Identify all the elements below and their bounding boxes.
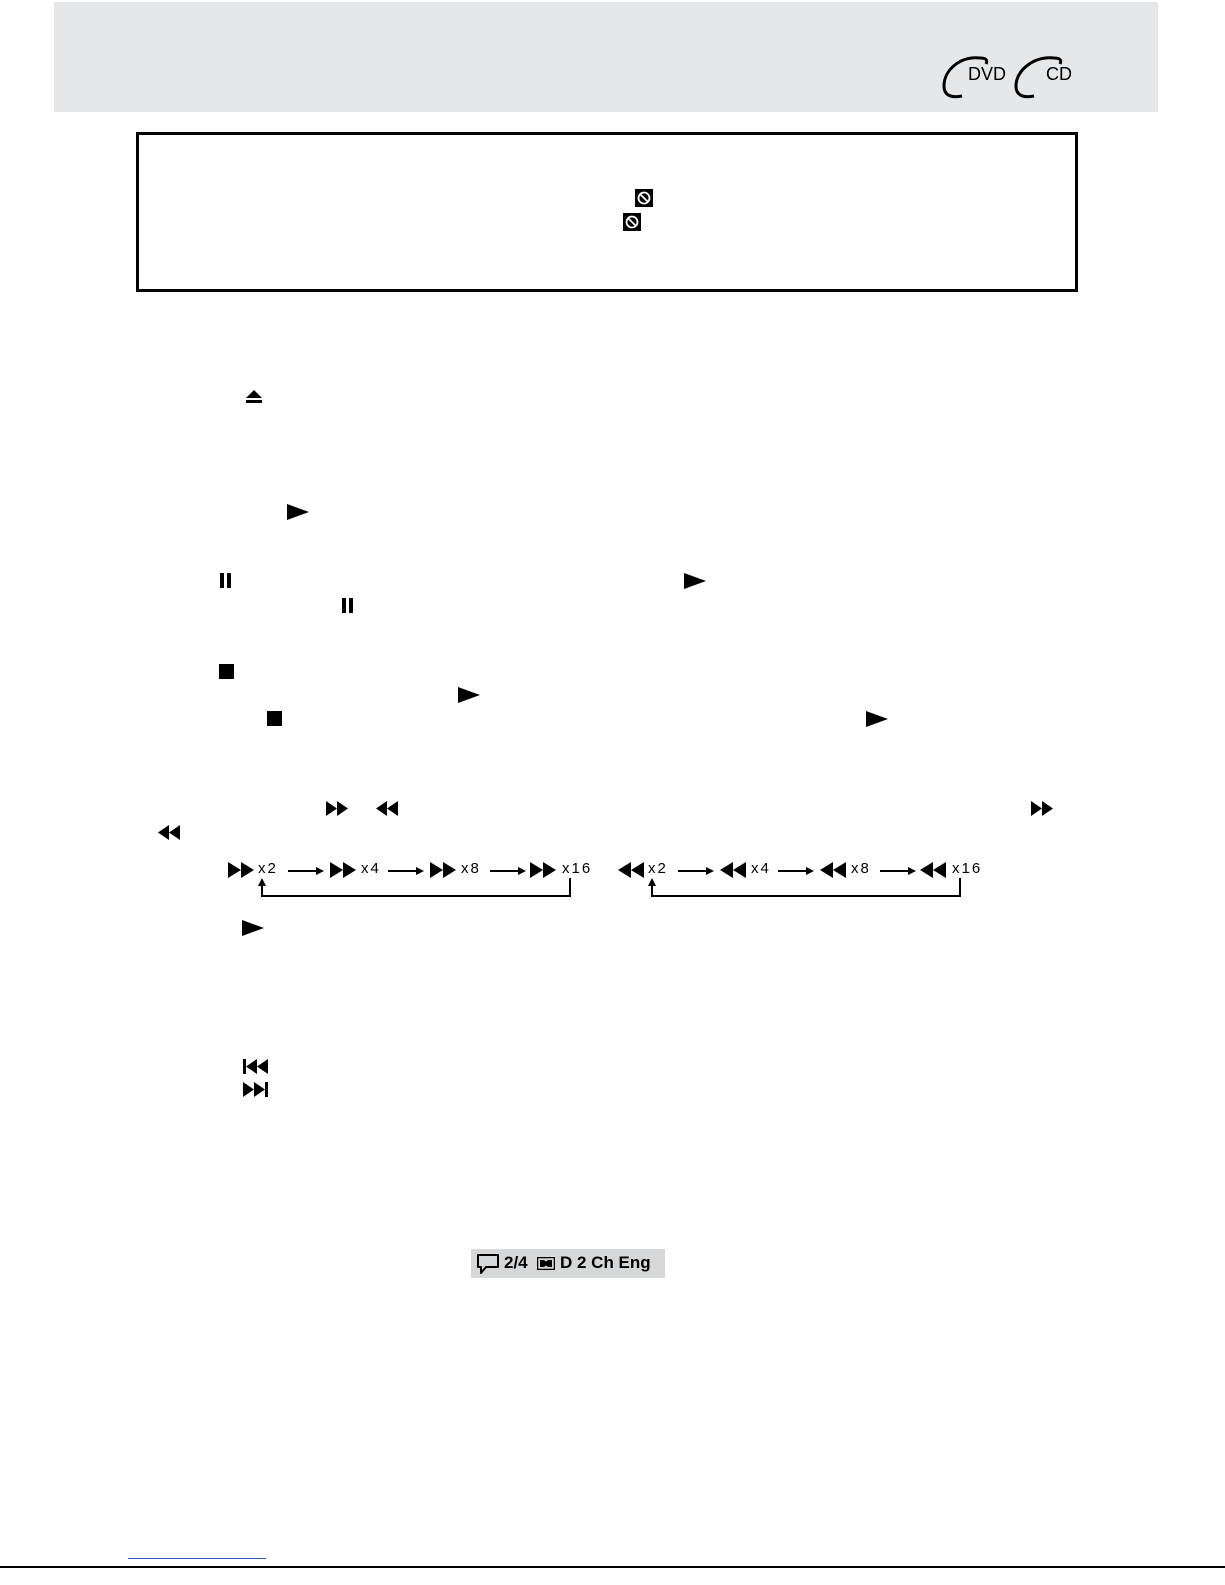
osd-track: 2/4 xyxy=(504,1253,528,1272)
arrow-right-icon xyxy=(490,866,526,876)
arrow-right-icon xyxy=(880,866,916,876)
fast-forward-icon xyxy=(326,801,348,816)
rewind-icon xyxy=(618,862,646,878)
forward-speed-diagram xyxy=(228,858,608,904)
rewind-icon xyxy=(720,862,748,878)
arrow-right-icon xyxy=(778,866,814,876)
skip-next-icon xyxy=(243,1082,269,1097)
play-icon xyxy=(684,573,706,589)
rewind-icon xyxy=(820,862,848,878)
fast-forward-icon xyxy=(228,862,256,878)
play-icon xyxy=(242,920,264,936)
fast-forward-icon xyxy=(530,862,558,878)
pause-icon xyxy=(219,573,233,588)
rewind-icon xyxy=(376,801,398,816)
stop-icon xyxy=(267,711,282,726)
forward-speed-label: x2 xyxy=(258,860,278,877)
reverse-speed-label: x4 xyxy=(751,860,771,877)
notice-box xyxy=(136,132,1078,292)
arrow-right-icon xyxy=(678,866,714,876)
pause-icon xyxy=(341,598,355,613)
loop-back-connector xyxy=(646,878,964,900)
dvd-logo xyxy=(940,52,1012,100)
eject-icon xyxy=(246,390,262,404)
play-icon xyxy=(458,687,480,703)
forward-speed-label: x4 xyxy=(361,860,381,877)
reverse-speed-diagram xyxy=(618,858,998,904)
reverse-speed-label: x16 xyxy=(952,860,983,877)
arrow-right-icon xyxy=(288,866,324,876)
footer-rule xyxy=(0,1566,1225,1568)
cd-logo-label: CD xyxy=(1046,64,1072,84)
footer-link-underline xyxy=(128,1558,266,1559)
osd-audio-format: D 2 Ch Eng xyxy=(560,1253,651,1272)
forward-speed-label: x16 xyxy=(562,860,593,877)
prohibited-icon xyxy=(623,213,641,231)
fast-forward-icon xyxy=(1031,801,1053,816)
cd-logo xyxy=(1014,52,1084,100)
skip-previous-icon xyxy=(243,1059,269,1074)
arrow-right-icon xyxy=(388,866,424,876)
play-icon xyxy=(287,504,309,520)
rewind-icon xyxy=(158,825,180,840)
reverse-speed-label: x2 xyxy=(648,860,668,877)
subtitle-bubble-icon xyxy=(476,1253,500,1275)
forward-speed-label: x8 xyxy=(461,860,481,877)
fast-forward-icon xyxy=(330,862,358,878)
stop-icon xyxy=(219,664,234,679)
dvd-logo-label: DVD xyxy=(968,64,1007,84)
prohibited-icon xyxy=(635,189,653,207)
osd-audio-bar xyxy=(471,1249,665,1278)
dolby-icon xyxy=(537,1257,555,1270)
reverse-speed-label: x8 xyxy=(851,860,871,877)
fast-forward-icon xyxy=(430,862,458,878)
play-icon xyxy=(866,711,888,727)
rewind-icon xyxy=(920,862,948,878)
loop-back-connector xyxy=(256,878,574,900)
